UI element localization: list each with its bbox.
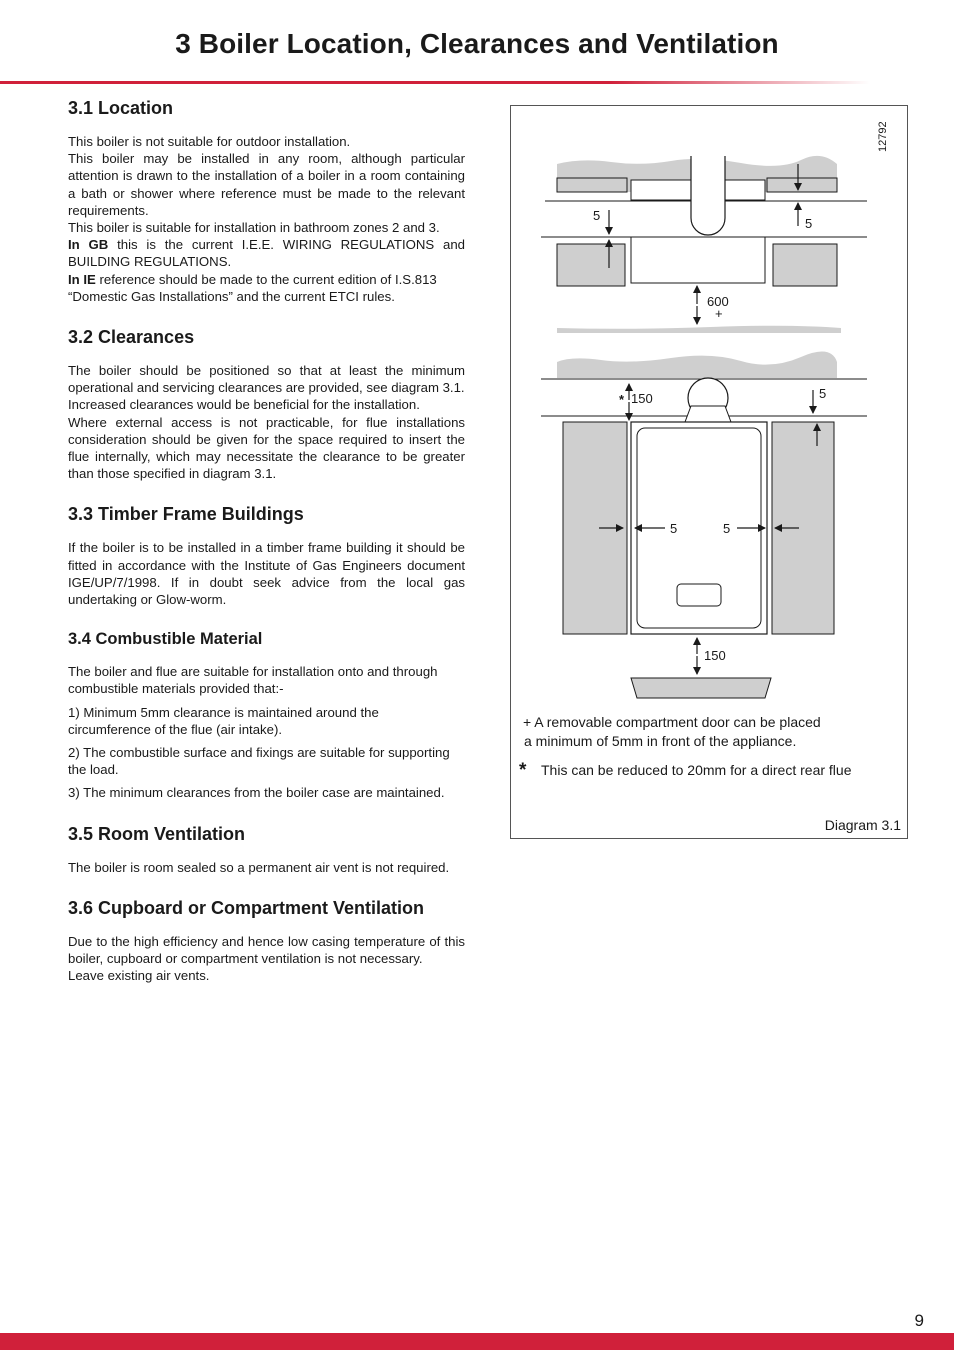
dimension-label: 5	[670, 521, 678, 536]
star-marker: *	[519, 760, 527, 781]
page-title: 3 Boiler Location, Clearances and Ventilation	[175, 28, 779, 59]
bold-label: In GB	[68, 237, 109, 253]
bold-label: In IE	[68, 271, 96, 287]
section-cupboard-ventilation	[68, 898, 465, 985]
drawing-number: 12792	[877, 121, 889, 152]
page-number: 9	[914, 1311, 924, 1330]
diagram-note: + A removable compartment door can be placed	[523, 714, 821, 730]
paragraph: Where external access is not practicable, for flue installations consideration should be given for the space required to insert the flue internally, which may necessitate the clearance to be greater than those specified in diagram 3.1.	[68, 414, 465, 482]
title-rule	[0, 81, 870, 84]
section-heading: 3.5 Room Ventilation	[68, 823, 246, 844]
text-column	[68, 98, 465, 1007]
paragraph: Increased clearances would be beneficial for the installation.	[68, 397, 420, 413]
paragraph-text: this is the current I.E.E. WIRING REGULATIONS and BUILDING REGULATIONS.	[68, 237, 465, 270]
paragraph: Leave existing air vents.	[68, 968, 210, 984]
dimension-label: 5	[593, 208, 601, 223]
dimension-label: +	[715, 306, 723, 321]
diagram-caption: Diagram 3.1	[824, 817, 901, 833]
star-marker: *	[619, 392, 625, 407]
cupboard-side	[773, 244, 837, 286]
wall-block	[557, 178, 627, 192]
flue-collar	[685, 406, 731, 422]
paragraph: Due to the high efficiency and hence low casing temperature of this boiler, cupboard or compartment ventilation is not necessary.	[68, 933, 465, 967]
paragraph: 3) The minimum clearances from the boiler case are maintained.	[68, 785, 445, 801]
cupboard-side	[557, 244, 625, 286]
paragraph: 1) Minimum 5mm clearance is maintained around the circumference of the flue (air intake).	[68, 704, 379, 737]
paragraph: The boiler and flue are suitable for installation onto and through combustible materials provided that:-	[68, 664, 438, 697]
clearance-diagram	[510, 105, 908, 839]
section-location	[68, 98, 465, 305]
section-heading: 3.3 Timber Frame Buildings	[68, 504, 304, 525]
paragraph: This boiler may be installed in any room, although particular attention is drawn to the installation of a boiler in a room containing a bath or shower where reference must be made to the relevant requirements.	[68, 151, 465, 218]
dimension-label: 5	[819, 386, 827, 401]
section-heading: 3.6 Cupboard or Compartment Ventilation	[68, 897, 425, 918]
paragraph-text: reference should be made to the current edition of I.S.813 “Domestic Gas Installations” and the current ETCI rules.	[68, 271, 437, 304]
boiler-control-panel	[677, 584, 721, 606]
section-combustible-material	[68, 630, 465, 801]
paragraph: This boiler is suitable for installation in bathroom zones 2 and 3.	[68, 220, 440, 236]
footer-bar	[0, 1333, 954, 1350]
dimension-label: 5	[805, 216, 813, 231]
diagram-note: This can be reduced to 20mm for a direct rear flue	[541, 762, 852, 778]
paragraph	[68, 236, 465, 270]
dimension-label: 150	[631, 391, 653, 406]
paragraph	[68, 271, 465, 305]
flue-pipe	[691, 156, 725, 235]
section-heading: 3.4 Combustible Material	[68, 630, 263, 649]
paragraph: This boiler is not suitable for outdoor installation.	[68, 134, 351, 149]
section-room-ventilation	[68, 824, 465, 876]
diagram-note: a minimum of 5mm in front of the appliance.	[524, 733, 797, 749]
dimension-label: 600	[707, 294, 729, 309]
paragraph: The boiler should be positioned so that at least the minimum operational and servicing clearances are provided, see diagram 3.1.	[68, 363, 465, 396]
dimension-label: 150	[704, 648, 726, 663]
dimension-label: 5	[723, 521, 731, 536]
paragraph: The boiler is room sealed so a permanent air vent is not required.	[68, 859, 450, 875]
boiler-plan	[631, 237, 765, 283]
section-timber-frame	[68, 504, 465, 608]
ceiling-shading	[557, 352, 837, 378]
paragraph: 2) The combustible surface and fixings are suitable for supporting the load.	[68, 745, 450, 778]
wall-block	[767, 178, 837, 192]
door-line	[557, 326, 841, 333]
floor-block	[631, 678, 771, 698]
paragraph: If the boiler is to be installed in a timber frame building it should be fitted in accordance with the Institute of Gas Engineers document IGE/UP/7/1998. If in doubt seek advice from the local gas undertaking or Glow-worm.	[68, 540, 465, 608]
section-heading: 3.1 Location	[68, 98, 174, 118]
section-heading: 3.2 Clearances	[68, 327, 195, 348]
section-clearances	[68, 327, 465, 482]
